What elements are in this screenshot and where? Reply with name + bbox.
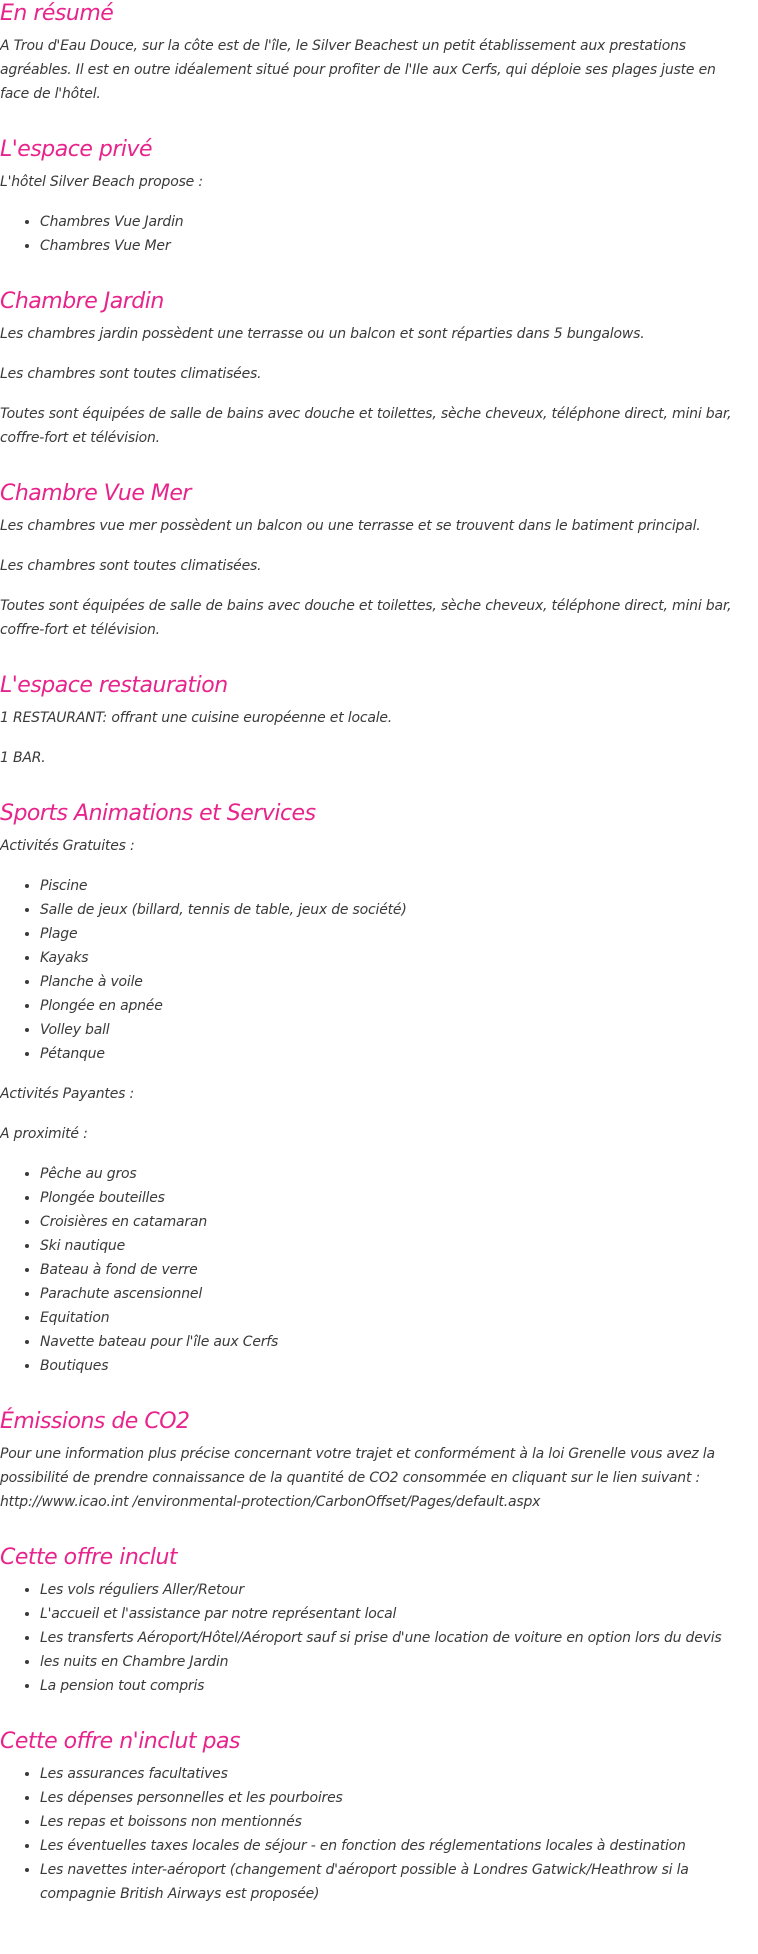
nearby-label: A proximité : [0, 1126, 88, 1142]
section-title: Cette offre inclut [0, 1545, 178, 1570]
section-title: Chambre Vue Mer [0, 481, 191, 506]
list-item: • Croisières en catamaran [40, 1210, 745, 1234]
list-item: • La pension tout compris [40, 1674, 745, 1698]
paragraph: Les chambres sont toutes climatisées. [0, 558, 262, 574]
list-item: • Parachute ascensionnel [40, 1282, 745, 1306]
list-item: • Planche à voile [40, 970, 745, 994]
nearby-activities-list [0, 1162, 745, 1378]
co2-text: Pour une information plus précise concernant votre trajet et conformément à la loi Grenelle vous avez la possibilité de prendre connaissance de la quantité de CO2 consommée en cliquant sur le lien suivant : http://www.icao.int /environmental-protection/CarbonOffset/Pages/default.aspx [0, 1446, 715, 1510]
list-item: • Navette bateau pour l'île aux Cerfs [40, 1330, 745, 1354]
section-sports [0, 800, 745, 1378]
resume-text: A Trou d'Eau Douce, sur la côte est de l'île, le Silver Beachest un petit établissement aux prestations agréables. Il est en outre idéalement situé pour profiter de l'Ile aux Cerfs, qui déploie ses plages juste en face de l'hôtel. [0, 38, 716, 102]
room-type-list [0, 210, 745, 258]
paragraph: Les chambres jardin possèdent une terrasse ou un balcon et sont réparties dans 5 bungalows. [0, 326, 645, 342]
paragraph: Les chambres sont toutes climatisées. [0, 366, 262, 382]
activities-free-label: Activités Gratuites : [0, 838, 135, 854]
paragraph: 1 BAR. [0, 750, 46, 766]
list-item: • Les repas et boissons non mentionnés [40, 1810, 745, 1834]
included-list [0, 1578, 745, 1698]
intro-text: L'hôtel Silver Beach propose : [0, 174, 203, 190]
section-offre-inclut [0, 1544, 745, 1698]
list-item: • Pétanque [40, 1042, 745, 1066]
section-title: Chambre Jardin [0, 289, 164, 314]
section-chambre-mer [0, 480, 745, 642]
section-resume [0, 0, 745, 106]
list-item: • Bateau à fond de verre [40, 1258, 745, 1282]
list-item: • Salle de jeux (billard, tennis de table, jeux de société) [40, 898, 745, 922]
paragraph: Toutes sont équipées de salle de bains avec douche et toilettes, sèche cheveux, téléphone direct, mini bar, coffre-fort et télévision. [0, 598, 732, 638]
list-item: • Piscine [40, 874, 745, 898]
list-item: • Chambres Vue Mer [40, 234, 745, 258]
list-item: • Les dépenses personnelles et les pourboires [40, 1786, 745, 1810]
paragraph: Toutes sont équipées de salle de bains avec douche et toilettes, sèche cheveux, téléphone direct, mini bar, coffre-fort et télévision. [0, 406, 732, 446]
not-included-list [0, 1762, 745, 1906]
list-item: • Plongée en apnée [40, 994, 745, 1018]
paragraph: Les chambres vue mer possèdent un balcon ou une terrasse et se trouvent dans le batiment principal. [0, 518, 701, 534]
list-item: • Boutiques [40, 1354, 745, 1378]
section-title: Sports Animations et Services [0, 801, 316, 826]
section-offre-non-inclut [0, 1728, 745, 1906]
list-item: • les nuits en Chambre Jardin [40, 1650, 745, 1674]
list-item: • Les navettes inter-aéroport (changement d'aéroport possible à Londres Gatwick/Heathrow si la compagnie British Airways est proposée) [40, 1858, 745, 1906]
free-activities-list [0, 874, 745, 1066]
section-title: En résumé [0, 1, 114, 26]
section-title: L'espace privé [0, 137, 153, 162]
paragraph: 1 RESTAURANT: offrant une cuisine européenne et locale. [0, 710, 393, 726]
list-item: • Chambres Vue Jardin [40, 210, 745, 234]
section-title: Émissions de CO2 [0, 1409, 190, 1434]
list-item: • L'accueil et l'assistance par notre représentant local [40, 1602, 745, 1626]
list-item: • Plage [40, 922, 745, 946]
section-title: L'espace restauration [0, 673, 228, 698]
activities-paid-label: Activités Payantes : [0, 1086, 134, 1102]
list-item: • Les transferts Aéroport/Hôtel/Aéroport sauf si prise d'une location de voiture en option lors du devis [40, 1626, 745, 1650]
section-espace-prive [0, 136, 745, 258]
section-restauration [0, 672, 745, 770]
list-item: • Ski nautique [40, 1234, 745, 1258]
list-item: • Equitation [40, 1306, 745, 1330]
section-co2 [0, 1408, 745, 1514]
list-item: • Plongée bouteilles [40, 1186, 745, 1210]
list-item: • Les vols réguliers Aller/Retour [40, 1578, 745, 1602]
list-item: • Les éventuelles taxes locales de séjour - en fonction des réglementations locales à destination [40, 1834, 745, 1858]
section-title: Cette offre n'inclut pas [0, 1729, 240, 1754]
section-chambre-jardin [0, 288, 745, 450]
list-item: • Volley ball [40, 1018, 745, 1042]
list-item: • Pêche au gros [40, 1162, 745, 1186]
list-item: • Les assurances facultatives [40, 1762, 745, 1786]
list-item: • Kayaks [40, 946, 745, 970]
